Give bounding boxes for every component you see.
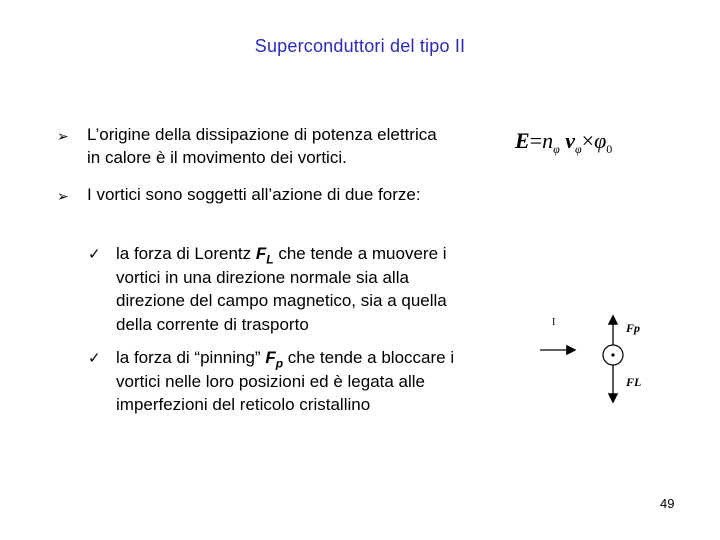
eq-n: n <box>542 128 554 153</box>
eq-n-sub: φ <box>553 142 560 156</box>
slide-title: Superconduttori del tipo II <box>254 36 466 56</box>
vortex-center-dot <box>611 353 614 356</box>
page-number: 49 <box>660 496 675 511</box>
force-subscript: L <box>266 252 274 267</box>
subbullet-line: direzione del campo magnetico, sia a quella <box>116 291 447 310</box>
bullet-line: I vortici sono soggetti all’azione di due forze: <box>87 185 421 204</box>
eq-v-sub: φ <box>575 142 582 156</box>
force-symbol: F <box>265 348 276 367</box>
subbullet-line: della corrente di trasporto <box>116 315 309 334</box>
check-icon: ✓ <box>88 350 101 367</box>
subbullet-line: imperfezioni del reticolo cristallino <box>116 395 371 414</box>
arrow-bullet-icon: ➢ <box>57 188 69 204</box>
force-diagram <box>540 305 660 415</box>
eq-phi: φ <box>594 128 607 153</box>
eq-lhs: E <box>515 128 530 153</box>
subbullet-line: vortici in una direzione normale sia alla <box>116 268 409 287</box>
eq-times: × <box>581 128 595 153</box>
subbullet-text: la forza di Lorentz <box>116 244 256 263</box>
arrow-bullet-icon: ➢ <box>57 128 69 144</box>
eq-sign: = <box>529 128 543 153</box>
subbullet-text: la forza di “pinning” <box>116 348 266 367</box>
subbullet-line: vortici nelle loro posizioni ed è legata alle <box>116 372 426 391</box>
subbullet-text: che tende a bloccare i <box>283 348 455 367</box>
force-diagram-svg <box>540 305 660 415</box>
eq-v: v <box>565 128 576 153</box>
bullet-line: L’origine della dissipazione di potenza elettrica <box>87 125 437 144</box>
bullet-line: in calore è il movimento dei vortici. <box>87 148 347 167</box>
electric-field-equation <box>515 128 612 157</box>
label-fp: Fp <box>626 321 641 335</box>
check-icon: ✓ <box>88 246 101 263</box>
eq-phi-sub: 0 <box>606 142 613 156</box>
force-symbol: F <box>255 244 267 263</box>
label-fl: FL <box>626 375 642 389</box>
subbullet-text: che tende a muovere i <box>273 244 447 263</box>
force-subscript: p <box>275 356 284 371</box>
label-current: I <box>552 317 556 328</box>
